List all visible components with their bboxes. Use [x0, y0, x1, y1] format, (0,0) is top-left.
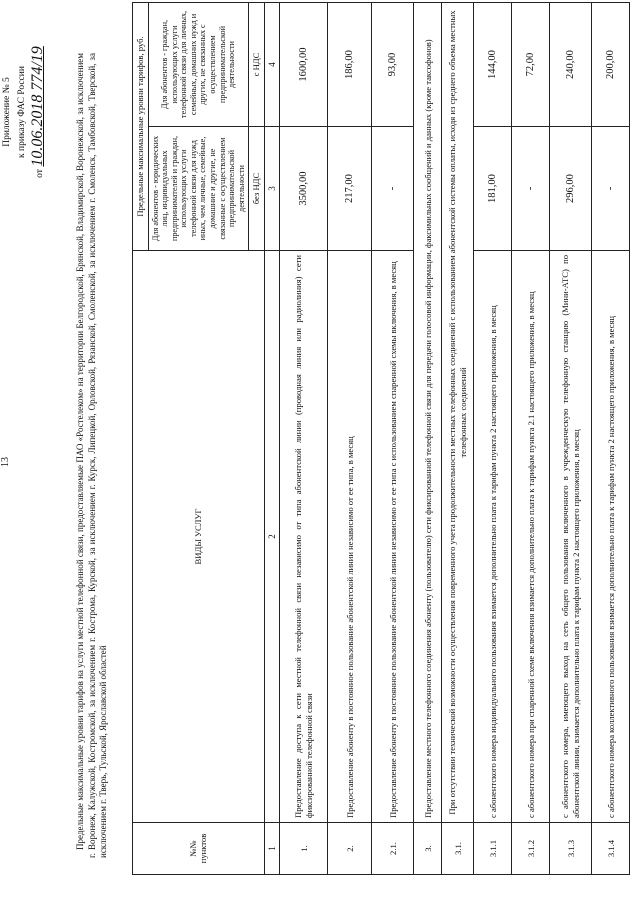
row-value-b: 240,00: [550, 2, 592, 126]
table-row: [442, 2, 474, 874]
row-num: 3.1.2: [512, 823, 550, 875]
row-value-b: 72,00: [512, 2, 550, 126]
row-service: с абонентского номера, имеющего выход на сеть общего пользования включенного в учрежденческую телефонную станцию (Мини-АТС) по абонентской линии, взимается дополнительно плата к тарифам пункта 2 настоящего приложения, в месяц: [550, 251, 592, 823]
col-a-vat: без НДС: [249, 127, 265, 251]
row-service: Предоставление доступа к сети местной телефонной связи независимо от типа абонентской линии (проводная линия или радиолиния) сети фиксированной телефонной связи: [280, 251, 328, 823]
col-b-header: Для абонентов - граждан, использующих услуги телефонной связи для личных, семейных, домашних нужд и других, не связанных с осуществлением предпринимательской деятельности: [148, 2, 249, 126]
table-row: [512, 2, 550, 874]
tariff-table: [132, 2, 630, 875]
row-value-a: 3500,00: [280, 127, 328, 251]
row-num: 3.1.1: [474, 823, 512, 875]
row-value-b: 200,00: [592, 2, 630, 126]
col-number: 1: [264, 823, 280, 875]
row-service: с абонентского номера коллективного пользования взимается дополнительно плата к тарифам пункта 2 настоящего приложения, в месяц: [592, 251, 630, 823]
col-num-header: №№ пунктов: [133, 823, 265, 875]
row-value-b: 144,00: [474, 2, 512, 126]
row-num: 2.: [328, 823, 372, 875]
row-value-b: 186,00: [328, 2, 372, 126]
row-service: с абонентского номера индивидуального пользования взимается дополнительно плата к тарифам пункта 2 настоящего приложения, в месяц: [474, 251, 512, 823]
table-row: [474, 2, 512, 874]
row-num: 3.1.3: [550, 823, 592, 875]
table-row: [550, 2, 592, 874]
row-service: Предоставление абоненту в постоянное пользование абонентской линии независимо от ее типа, в месяц: [328, 251, 372, 823]
col-number: 3: [264, 127, 280, 251]
appendix-title: Приложение № 5: [2, 77, 12, 147]
row-value-b: 93,00: [372, 2, 414, 126]
row-service: с абонентского номера при спаренной схеме включения взимается дополнительно плата к тарифам пункта 2.1 настоящего приложения, в месяц: [512, 251, 550, 823]
table-row: [414, 2, 442, 874]
row-num: 1.: [280, 823, 328, 875]
row-value-a: -: [592, 127, 630, 251]
tariff-group-header: Предельные максимальные уровни тарифов, руб.: [133, 2, 149, 250]
row-value-a: 181,00: [474, 127, 512, 251]
row-num: 3.1.: [442, 823, 474, 875]
row-service: Предоставление местного телефонного соединения абоненту (пользователю) сети фиксированной телефонной связи для передачи голосовой информации, факсимильных сообщений и данных (кроме таксофонов): [414, 2, 442, 822]
page-number: 13: [0, 457, 11, 467]
appendix-date-value: 10.06.2018 774/19: [29, 46, 46, 167]
table-row: [372, 2, 414, 874]
row-num: 3.1.4: [592, 823, 630, 875]
row-value-a: -: [372, 127, 414, 251]
row-num: 3.: [414, 823, 442, 875]
appendix-date: [30, 2, 48, 222]
row-value-a: 296,00: [550, 127, 592, 251]
table-row: [280, 2, 328, 874]
table-row: [328, 2, 372, 874]
appendix-header: [0, 2, 48, 222]
intro-text: Предельные максимальные уровни тарифов на услуги местной телефонной связи, предоставляемые ПАО «Ростелеком» на территории Белгородской, Брянской, Владимирской, Воронежской, за исключением г. Воронеж, Калужской, Костромской, за исключением г. Кострома, Курской, за исключением г. Курск, Липецкой, Орловской, Рязанской, Смоленской, за исключением г. Смоленск, Тамбовской, Тверской, за исключением г. Тверь, Тульской, Ярославской областей: [75, 53, 108, 858]
row-value-a: 217,00: [328, 127, 372, 251]
row-service: При отсутствии технической возможности осуществления повременного учета продолжительности местных телефонных соединений с использованием абонентской системы оплаты, исходя из среднего объема местных телефонных соединений: [442, 2, 474, 822]
col-number: 4: [264, 2, 280, 126]
table-row: [592, 2, 630, 874]
row-value-a: -: [512, 127, 550, 251]
col-number: 2: [264, 251, 280, 823]
col-b-vat: с НДС: [249, 2, 265, 126]
col-a-header: Для абонентов - юридических лиц, индивидуальных предпринимателей и граждан, использующих услуги телефонной связи для нужд иных, чем личные, семейные, домашние и другие, не связанные с осуществлением предпринимательской деятельности: [148, 127, 249, 251]
row-value-b: 1600,00: [280, 2, 328, 126]
appendix-order: к приказу ФАС России: [17, 66, 27, 158]
row-num: 2.1.: [372, 823, 414, 875]
appendix-date-prefix: от: [35, 169, 45, 178]
row-service: Предоставление абоненту в постоянное пользование абонентской линии независимо от ее типа с использованием спаренной схемы включения, в месяц: [372, 251, 414, 823]
col-service-header: ВИДЫ УСЛУГ: [133, 251, 265, 823]
